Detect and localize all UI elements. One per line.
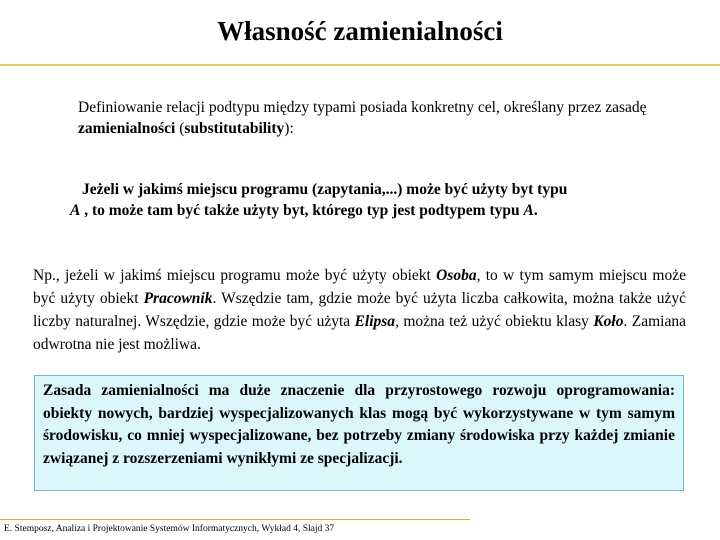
example-text-1: Np., jeżeli w jakimś miejscu programu może być użyty obiekt: [33, 267, 437, 284]
class-pracownik: Pracownik: [143, 290, 213, 307]
example-text-4: , można też użyć obiektu klasy: [395, 313, 594, 330]
slide-footer: E. Stemposz, Analiza i Projektowanie Systemów Informatycznych, Wykład 4, Slajd 37: [4, 524, 335, 534]
example-text-2: , to w tym samym miejscu może być użyty obiekt: [33, 267, 686, 307]
intro-text-mid: (: [175, 120, 185, 137]
intro-text-before: Definiowanie relacji podtypu między typami posiada konkretny cel, określany przez zasadę: [78, 99, 647, 116]
highlight-box: [34, 375, 684, 491]
rule-line-1: Jeżeli w jakimś miejscu programu (zapytania,...) może być użyty byt typu: [82, 181, 568, 198]
class-elipsa: Elipsa: [354, 313, 396, 330]
footer-divider: [0, 519, 470, 520]
rule-line-2-text: , to może tam być także użyty byt, którego typ jest podtypem typu: [80, 202, 524, 219]
rule-type-a: A: [70, 202, 81, 219]
intro-paragraph: [78, 97, 678, 139]
example-text-3: . Wszędzie tam, gdzie może być użyta liczba całkowita, można także użyć liczby naturalnej. Wszędzie, gdzie może być użyta: [33, 290, 686, 330]
substitution-rule: [70, 179, 670, 221]
class-osoba: Osoba: [436, 267, 477, 284]
class-kolo: Koło: [593, 313, 624, 330]
rule-type-a-end: A: [523, 202, 534, 219]
intro-text-after: ):: [284, 120, 294, 137]
slide-title: Własność zamienialności: [217, 16, 503, 46]
rule-line-2: [70, 200, 670, 221]
rule-line-2-dot: .: [533, 202, 538, 219]
intro-term: zamienialności: [78, 120, 176, 137]
example-paragraph: [33, 264, 686, 356]
intro-term-en: substitutability: [184, 120, 285, 137]
title-divider: [0, 64, 720, 66]
example-text-5: . Zamiana odwrotna nie jest możliwa.: [33, 313, 687, 353]
highlight-text: Zasada zamienialności ma duże znaczenie dla przyrostowego rozwoju oprogramowania: obiekty nowych, bardziej wyspecjalizowanych klas mogą być wykorzystywane w tym samym środowisku, co mniej wyspecjalizowane, bez potrzeby zmiany środowiska przy każdej zmianie związanej z rozszerzeniami wynikłymi ze specjalizacji.: [43, 382, 675, 467]
